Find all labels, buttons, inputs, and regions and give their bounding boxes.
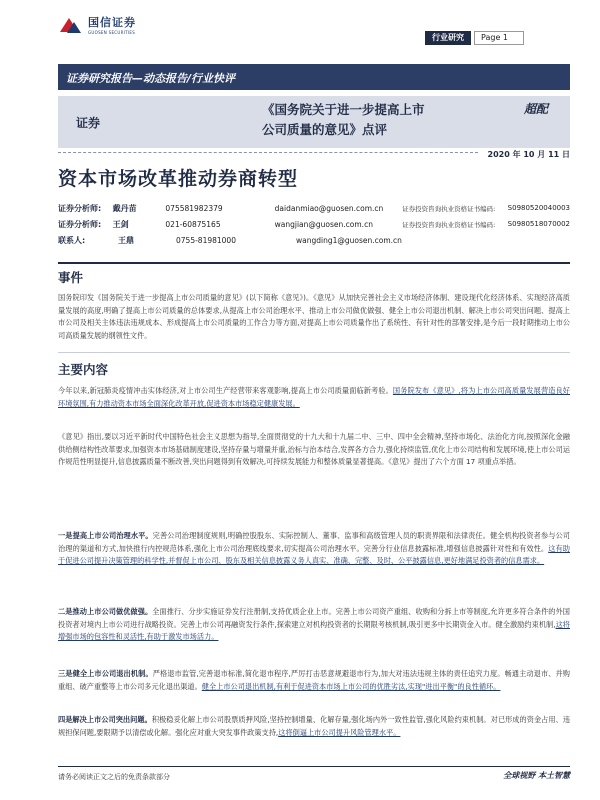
footer-divider bbox=[58, 766, 570, 767]
slogan: 全球视野 本土智慧 bbox=[503, 771, 570, 780]
analyst-role: 证券分析师: bbox=[58, 203, 102, 213]
point-heading: 四是解决上市公司突出问题。 bbox=[58, 715, 152, 724]
report-banner: 证券研究报告—动态报告/行业快评 bbox=[58, 64, 570, 90]
analyst-cert-label: 证券投资咨询执业资格证书编码: bbox=[402, 204, 496, 213]
analyst-role: 证券分析师: bbox=[58, 219, 102, 229]
logo-text-cn: 国信证券 bbox=[88, 16, 136, 29]
report-tag bbox=[425, 31, 524, 45]
analyst-name: 戴丹苗 bbox=[112, 203, 137, 213]
content-paragraph bbox=[58, 385, 570, 410]
event-paragraph: 国务院印发《国务院关于进一步提高上市公司质量的意见》(以下简称《意见》)。《意见》从加快完善社会主义市场经济体制、建设现代化经济体系、实现经济高质量发展的高度,明确了提高上市公司质量的总体要求,从提高上市公司治理水平、推动上市公司做优做强、健全上市公司退出机制、解决上市公司突出问题、提高上市公司及相关主体违法违规成本、形成提高上市公司质量的工作合力等方面,对提高上市公司质量作出了系统性、有针对性的部署安排,是今后一段时期推动上市公司高质量发展的纲领性文件。 bbox=[58, 293, 570, 340]
headline-line-1: 《国务院关于进一步提高上市 bbox=[262, 102, 425, 117]
analyst-row bbox=[58, 216, 570, 232]
analyst-name: 王剑 bbox=[112, 219, 129, 229]
page-title: 资本市场改革推动券商转型 bbox=[58, 168, 299, 190]
highlight-text: 这有助于促进公司提升决策管理的科学性,并督促上市公司、股东及相关信息披露义务人真实、准确、完整、及时、公平披露信息,更好地满足投资者的信息需求。 bbox=[58, 543, 570, 566]
logo-mark-icon bbox=[60, 16, 82, 34]
point-heading: 二是推动上市公司做优做强。 bbox=[58, 607, 153, 616]
analyst-phone: 0755819​82379 bbox=[165, 203, 223, 213]
section-title-event: 事件 bbox=[58, 270, 84, 285]
rating-label: 超配 bbox=[524, 102, 549, 116]
highlight-text: 健全上市公司退出机制,有利于促进资本市场上市公司的优胜劣汰,实现"进出平衡"的良性循环。 bbox=[201, 681, 501, 691]
analyst-phone: 021-60875165 bbox=[165, 219, 221, 229]
paragraph-text: 积极稳妥化解上市公司股票质押风险,坚持控制增量、化解存量,强化场内外一致性监管,强化风险约束机制。对已形成的资金占用、违规担保问题,要限期予以清偿或化解。强化应对重大突发事件政策支持, bbox=[58, 715, 570, 737]
report-headline bbox=[262, 100, 532, 140]
analyst-row bbox=[58, 232, 570, 248]
paragraph-text: 今年以来,新冠肺炎疫情冲击实体经济,对上市公司生产经营带来客观影响,提高上市公司质量面临新考验。 bbox=[58, 386, 393, 395]
content-paragraph: 《意见》指出,要以习近平新时代中国特色社会主义思想为指导,全面贯彻党的十九大和十九届二中、三中、四中全会精神,坚持市场化、法治化方向,按照深化金融供给侧结构性改革要求,加强资本市场基础制度建设,坚持存量与增量并重,治标与治本结合,发挥各方合力,强化持续监管,优化上市公司结构和发展环境,使上市公司运作规范性明显提升,信息披露质量不断改善,突出问题得到有效解决,可持续发展能力和整体质量显著提高。《意见》提出了六个方面 17 项重点举措。 bbox=[58, 432, 570, 467]
analyst-cert: S0980520040003 bbox=[507, 204, 571, 212]
analyst-phone: 0755-81981000 bbox=[176, 235, 236, 245]
analyst-name: 王鼎 bbox=[118, 235, 134, 245]
disclaimer-note: 请务必阅读正文之后的免责条款部分 bbox=[58, 773, 170, 781]
analyst-cert: S0980518070002 bbox=[507, 220, 571, 228]
paragraph-text: 完善公司治理制度规则,明确控股股东、实际控制人、董事、监事和高级管理人员的职责界限和法律责任。健全机构投资者参与公司治理的渠道和方式,加快推行内控规范体系,强化上市公司治理底线要求,切实提高公司治理水平。完善分行业信息披露标准,增强信息披露针对性和有效性。 bbox=[58, 531, 570, 553]
section-title-main: 主要内容 bbox=[58, 362, 109, 377]
analyst-role: 联系人: bbox=[58, 235, 86, 245]
content-paragraph bbox=[58, 530, 570, 568]
page-number: Page 1 bbox=[474, 31, 524, 45]
content-paragraph bbox=[58, 606, 570, 644]
headline-line-2: 公司质量的意见》点评 bbox=[262, 122, 388, 137]
section-divider bbox=[58, 352, 570, 353]
content-paragraph bbox=[58, 668, 570, 693]
point-heading: 一是提高上市公司治理水平。 bbox=[58, 531, 153, 540]
highlight-text: 这将倒逼上市公司提升风险管理水平。 bbox=[278, 727, 401, 737]
logo-text-en: GUOSEN SECURITIES bbox=[88, 30, 136, 35]
section-divider bbox=[58, 262, 570, 264]
paragraph-text: 全面推行、分步实施证券发行注册制,支持优质企业上市。完善上市公司资产重组、收购和分拆上市等制度,允许更多符合条件的外国投资者对境内上市公司进行战略投资。完善上市公司再融资发行条件,探索建立对机构投资者的长期限考核机制,吸引更多中长期资金入市。健全激励约束机制, bbox=[58, 607, 570, 629]
highlight-text: 这将增强市场的包容性和灵活性,有助于激发市场活力。 bbox=[58, 619, 570, 642]
point-heading: 三是健全上市公司退出机制。 bbox=[58, 669, 153, 678]
analyst-email[interactable]: wangding1@guosen.com.cn bbox=[296, 235, 402, 245]
analyst-cert-label: 证券投资咨询执业资格证书编码: bbox=[402, 220, 496, 229]
report-type-tag: 行业研究 bbox=[425, 31, 471, 45]
company-logo bbox=[60, 14, 136, 35]
analyst-list bbox=[58, 200, 570, 248]
content-paragraph bbox=[58, 714, 570, 739]
analyst-email[interactable]: wangjian@guosen.com.cn bbox=[274, 219, 373, 229]
analyst-row bbox=[58, 200, 570, 216]
analyst-email[interactable]: daidanmiao@guosen.com.cn bbox=[274, 203, 384, 213]
date-divider bbox=[58, 152, 478, 153]
paragraph-text: 严格退市监管,完善退市标准,简化退市程序,严厉打击恶意规避退市行为,加大对违法违规主体的责任追究力度。畅通主动退市、并购重组、破产重整等上市公司多元化退出渠道。 bbox=[58, 669, 570, 691]
report-date: 2020 年 10 月 11 日 bbox=[487, 150, 570, 159]
highlight-text: 国务院发布《意见》,将为上市公司高质量发展营造良好环境氛围,有力推动资本市场全面深化改革开放,促进资本市场稳定健康发展。 bbox=[58, 386, 570, 408]
sector-label: 证券 bbox=[76, 116, 101, 130]
